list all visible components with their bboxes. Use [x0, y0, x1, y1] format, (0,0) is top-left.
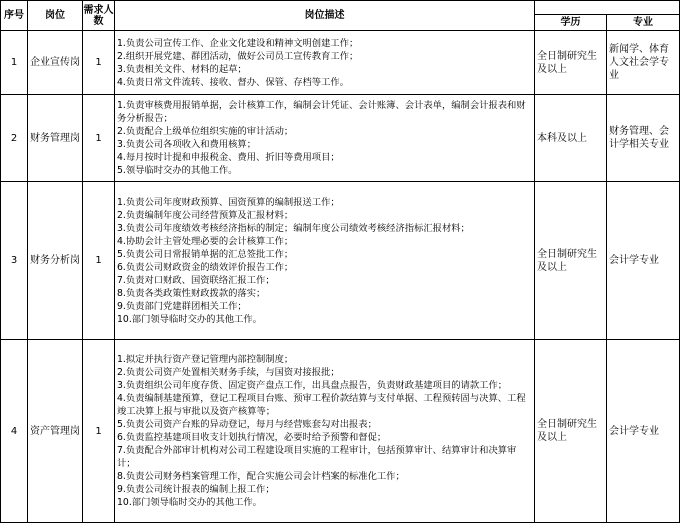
row-count: 1	[83, 95, 115, 182]
row-duties	[115, 182, 535, 340]
duty-line: 5.负责公司资产台账的异动登记，每月与经营账套勾对出报表；	[117, 419, 377, 430]
duty-line: 8.负责各类政策性财政拨款的落实；	[117, 287, 266, 299]
duty-line: 2.负责配合上级单位组织实施的审计活动；	[117, 126, 294, 137]
header-major: 专业	[607, 15, 680, 31]
row-seq: 3	[1, 182, 28, 340]
row-major: 财务管理、会计学相关专业	[607, 95, 680, 182]
duty-line: 2.负责公司资产处置相关财务手续，与国资对接报批；	[117, 367, 340, 378]
row-duties	[115, 340, 535, 523]
row-duties	[115, 31, 535, 95]
duty-line: 4.负责日常文件流转、接收、督办、保管、存档等工作。	[117, 76, 349, 88]
row-position: 财务分析岗	[28, 182, 83, 340]
row-position: 企业宣传岗	[28, 31, 83, 95]
duty-line: 5.负责公司日常报销单据的汇总签批工作；	[117, 248, 294, 260]
row-major: 会计学专业	[607, 182, 680, 340]
header-seq: 序号	[1, 1, 28, 31]
header-requirements	[535, 1, 680, 15]
header-position: 岗位	[28, 1, 83, 31]
row-education: 全日制研究生及以上	[535, 182, 607, 340]
duty-line: 1.拟定并执行资产登记管理内部控制制度；	[117, 354, 294, 365]
table-row	[1, 182, 680, 340]
duty-line: 1.负责审核费用报销单据，会计核算工作，编制会计凭证、会计账簿、会计表单，编制会计报表和财务分析报告；	[117, 100, 526, 124]
table-row	[1, 340, 680, 523]
duty-line: 3.负责组织公司年度存货、固定资产盘点工作，出具盘点报告，负责财政基建项目的请款工作；	[117, 380, 508, 391]
row-count: 1	[83, 340, 115, 523]
duty-line: 3.负责公司各项收入和费用核算；	[117, 139, 257, 150]
duty-line: 4.每月按时计提和申报税金、费用、折旧等费用项目；	[117, 152, 340, 163]
duty-line: 4.负责编制基建预算，登记工程项目台账、预审工程价款结算与支付单据、工程预转固与决算、工程竣工决算上报与审批以及资产核算等；	[117, 393, 526, 417]
duty-line: 9.负责部门党建群团相关工作；	[117, 300, 247, 312]
row-education: 本科及以上	[535, 95, 607, 182]
duty-line: 9.负责公司统计报表的编制上报工作；	[117, 484, 275, 495]
row-position: 财务管理岗	[28, 95, 83, 182]
duty-line: 4.协助会计主管处理必要的会计核算工作；	[117, 235, 294, 247]
duty-line: 10.部门领导临时交办的其他工作。	[117, 497, 262, 508]
duty-line: 3.负责相关文件、材料的起草；	[117, 63, 247, 75]
row-seq: 1	[1, 31, 28, 95]
row-major: 会计学专业	[607, 340, 680, 523]
row-duties	[115, 95, 535, 182]
table-row	[1, 95, 680, 182]
header-education: 学历	[535, 15, 607, 31]
header-count: 需求人数	[83, 1, 115, 31]
duty-line: 7.负责配合外部审计机构对公司工程建设项目实施的工程审计，包括预算审计、结算审计和决算审计；	[117, 445, 517, 469]
row-education: 全日制研究生及以上	[535, 340, 607, 523]
duty-line: 3.负责公司年度绩效考核经济指标的制定；编制年度公司绩效考核经济指标汇报材料；	[117, 222, 470, 234]
duty-line: 2.组织开展党建、群团活动，做好公司员工宣传教育工作；	[117, 50, 359, 62]
row-count: 1	[83, 182, 115, 340]
row-position: 资产管理岗	[28, 340, 83, 523]
header-desc: 岗位描述	[115, 1, 535, 31]
row-major: 新闻学、体育人文社会学专业	[607, 31, 680, 95]
duty-line: 7.负责对口财政、国资联络汇报工作；	[117, 274, 275, 286]
duty-line: 6.负责监控基建项目收支计划执行情况，必要时给予预警和督促；	[117, 432, 387, 443]
duty-line: 5.领导临时交办的其他工作。	[117, 165, 238, 176]
duty-line: 1.负责公司年度财政预算、国资预算的编制报送工作；	[117, 196, 340, 208]
row-seq: 4	[1, 340, 28, 523]
row-education: 全日制研究生及以上	[535, 31, 607, 95]
row-seq: 2	[1, 95, 28, 182]
duty-line: 10.部门领导临时交办的其他工作。	[117, 313, 262, 325]
table-row	[1, 31, 680, 95]
duty-line: 1.负责公司宣传工作、企业文化建设和精神文明创建工作；	[117, 37, 359, 49]
duty-line: 8.负责公司财务档案管理工作，配合实施公司会计档案的标准化工作；	[117, 471, 405, 482]
duty-line: 2.负责编制年度公司经营预算及汇报材料；	[117, 209, 294, 221]
duty-line: 6.负责公司财政资金的绩效评价报告工作；	[117, 261, 294, 273]
row-count: 1	[83, 31, 115, 95]
